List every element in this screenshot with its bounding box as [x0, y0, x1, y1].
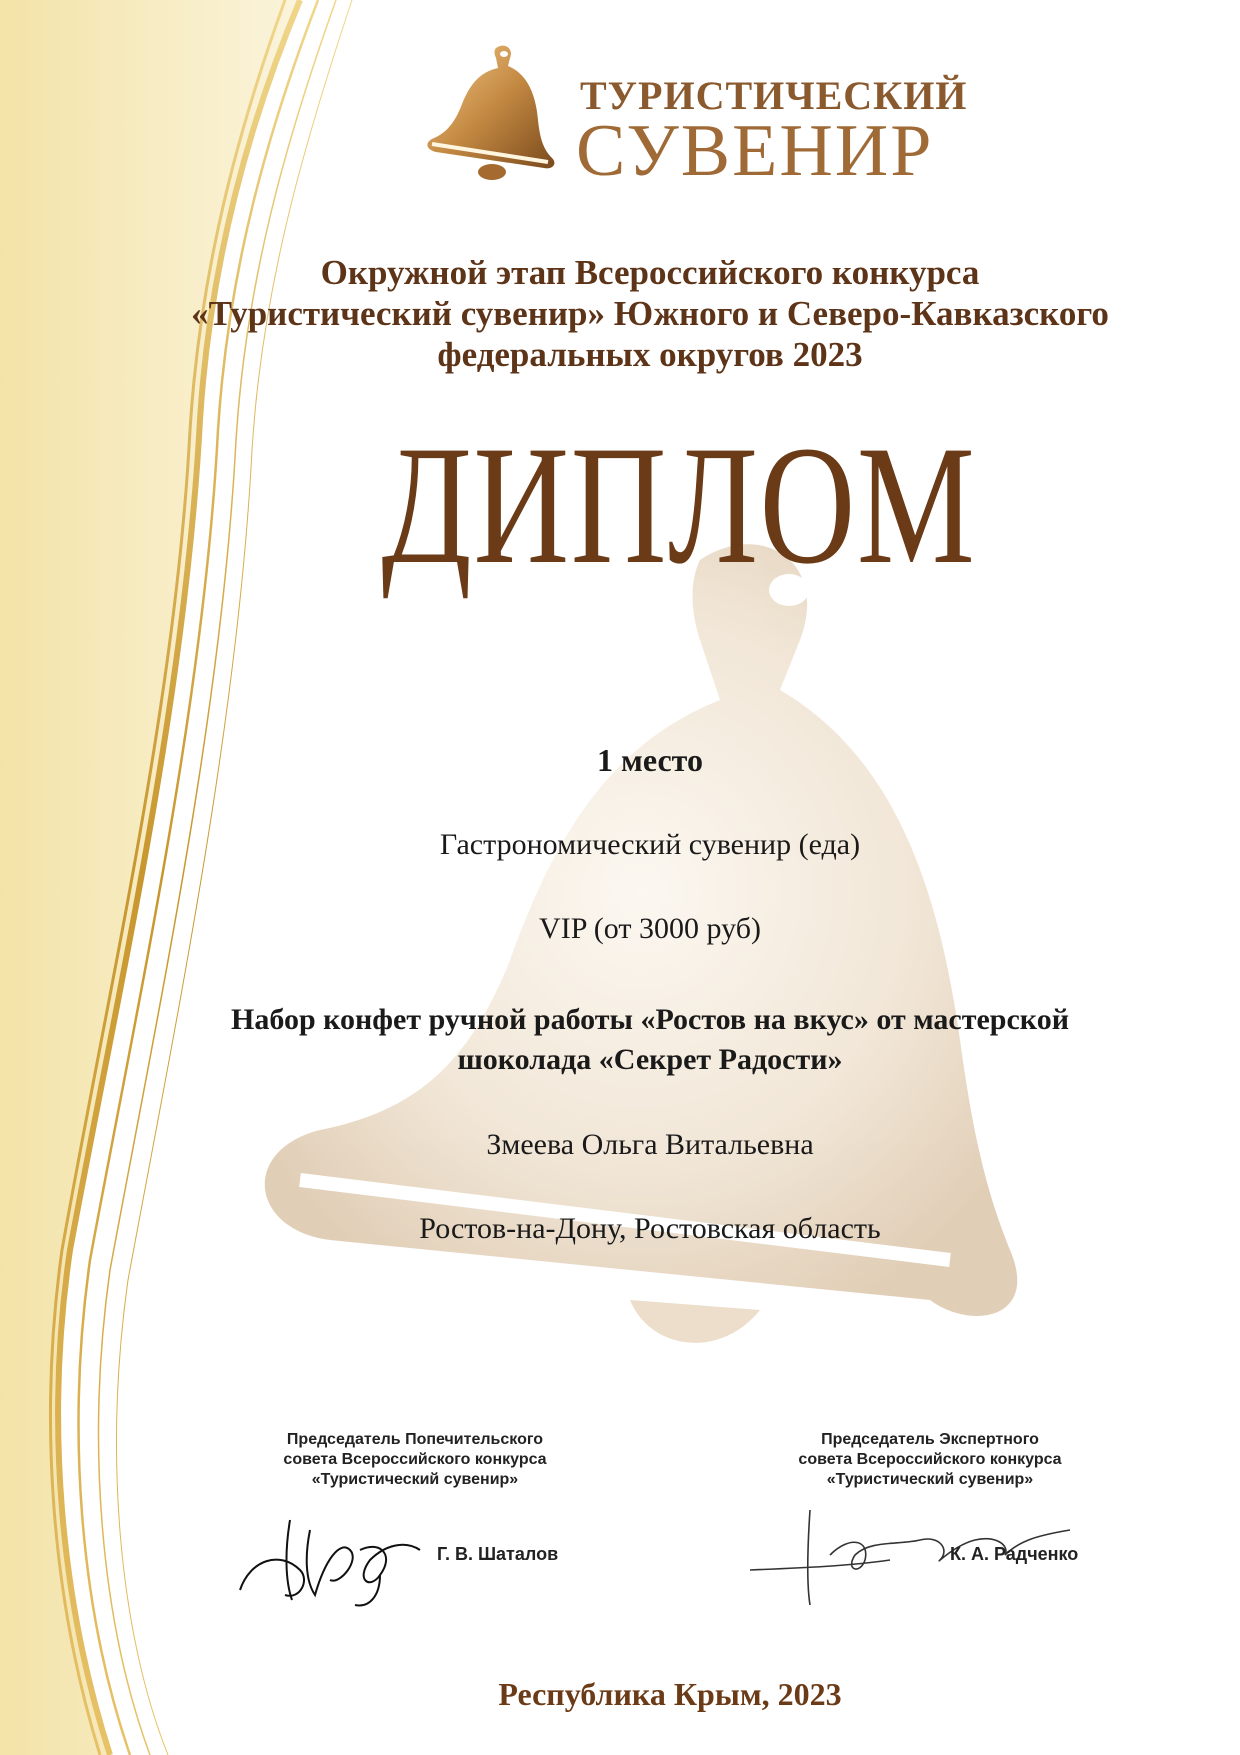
footer-place-year: Республика Крым, 2023 [498, 1676, 842, 1712]
award-place: 1 место [597, 742, 703, 778]
contest-title-line-2: «Туристический сувенир» Южного и Северо-Кавказского [191, 294, 1109, 333]
signature-right-name: К. А. Радченко [950, 1544, 1079, 1564]
logo-line-1: ТУРИСТИЧЕСКИЙ [580, 73, 968, 118]
signature-right-role-line-3: «Туристический сувенир» [826, 1471, 1034, 1488]
signature-left-role [250, 1430, 580, 1490]
award-product-line-1: Набор конфет ручной работы «Ростов на вкус» от мастерской [231, 1003, 1069, 1036]
signature-left-role-line-3: «Туристический сувенир» [311, 1471, 519, 1488]
signature-left-mark [230, 1500, 430, 1610]
signature-right-role [765, 1430, 1095, 1490]
signature-right-role-line-1: Председатель Экспертного [821, 1431, 1039, 1448]
bell-logo-icon [418, 40, 568, 200]
signature-left-role-line-1: Председатель Попечительского [286, 1431, 544, 1448]
award-product-line-2: шоколада «Секрет Радости» [457, 1043, 843, 1076]
contest-logo [418, 40, 968, 200]
award-price-group: VIP (от 3000 руб) [539, 912, 761, 945]
award-city: Ростов-на-Дону, Ростовская область [419, 1212, 881, 1245]
contest-title [150, 252, 1150, 375]
award-category: Гастрономический сувенир (еда) [439, 828, 861, 861]
award-product [150, 1000, 1150, 1080]
signature-left-name: Г. В. Шаталов [437, 1544, 559, 1564]
award-person: Змеева Ольга Витальевна [486, 1128, 814, 1161]
contest-title-line-3: федеральных округов 2023 [437, 335, 863, 374]
signature-left-role-line-2: совета Всероссийского конкурса [283, 1451, 547, 1468]
logo-line-2: СУВЕНИР [576, 110, 934, 192]
diploma-heading: ДИПЛОМ [381, 411, 977, 599]
contest-title-line-1: Окружной этап Всероссийского конкурса [320, 253, 980, 292]
signature-right-role-line-2: совета Всероссийского конкурса [798, 1451, 1062, 1468]
